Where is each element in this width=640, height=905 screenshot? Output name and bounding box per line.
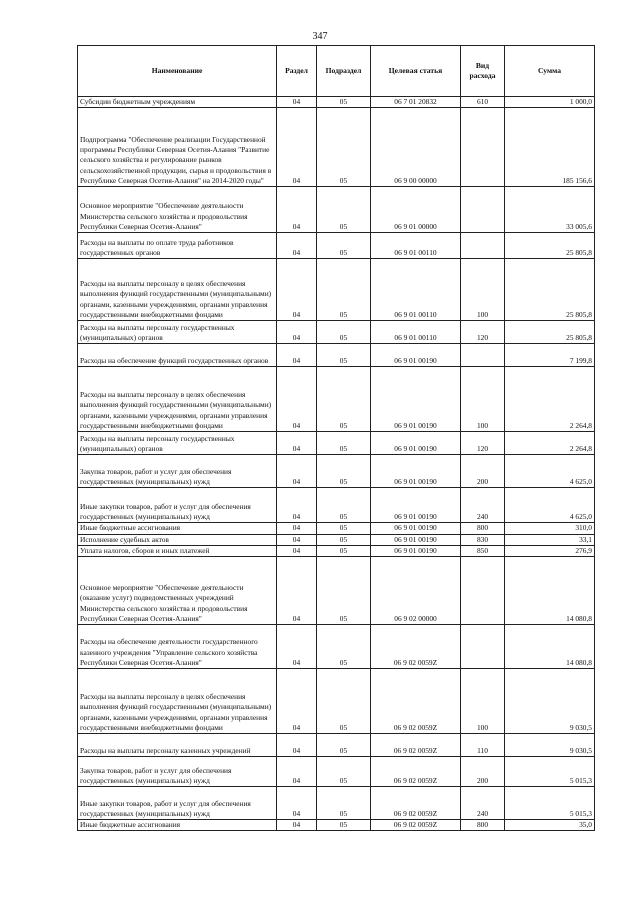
- row-vid: [461, 187, 505, 233]
- row-vid: [461, 557, 505, 625]
- row-target: 06 9 01 00190: [371, 367, 461, 432]
- row-target: 06 9 01 00190: [371, 432, 461, 455]
- row-sum: 25 805,8: [505, 259, 595, 321]
- row-sum: 4 625,0: [505, 455, 595, 488]
- table-row: [78, 321, 595, 344]
- row-target: 06 9 02 0059Z: [371, 820, 461, 831]
- row-razdel: 04: [277, 557, 317, 625]
- row-sum: 25 805,8: [505, 321, 595, 344]
- row-razdel: 04: [277, 233, 317, 259]
- row-sum: 9 030,5: [505, 669, 595, 734]
- row-sum: 185 156,6: [505, 108, 595, 187]
- row-target: 06 9 02 0059Z: [371, 734, 461, 757]
- header-target: Целевая статья: [371, 46, 461, 97]
- row-razdel: 04: [277, 259, 317, 321]
- header-podrazdel: Подраздел: [317, 46, 371, 97]
- row-target: 06 9 02 0059Z: [371, 757, 461, 787]
- table-row: [78, 259, 595, 321]
- row-target: 06 9 01 00190: [371, 545, 461, 556]
- row-vid: 240: [461, 488, 505, 523]
- row-podrazdel: 05: [317, 545, 371, 556]
- header-razdel: Раздел: [277, 46, 317, 97]
- row-sum: 9 030,5: [505, 734, 595, 757]
- row-name: Расходы на выплаты персоналу в целях обеспечения выполнения функций государственными (муниципальными) органами, казенными учреждениями, органами управления государственными внебюджетными фондами: [78, 259, 277, 321]
- row-name: Расходы на обеспечение функций государственных органов: [78, 344, 277, 367]
- row-vid: [461, 625, 505, 669]
- row-target: 06 7 01 20832: [371, 97, 461, 108]
- row-sum: 5 015,3: [505, 787, 595, 820]
- table-row: [78, 787, 595, 820]
- row-vid: 830: [461, 534, 505, 545]
- row-podrazdel: 05: [317, 488, 371, 523]
- row-podrazdel: 05: [317, 344, 371, 367]
- row-sum: 4 625,0: [505, 488, 595, 523]
- table-row: [78, 488, 595, 523]
- row-razdel: 04: [277, 97, 317, 108]
- row-target: 06 9 02 0059Z: [371, 787, 461, 820]
- table-row: [78, 108, 595, 187]
- row-sum: 14 080,8: [505, 625, 595, 669]
- row-target: 06 9 02 0059Z: [371, 625, 461, 669]
- row-razdel: 04: [277, 321, 317, 344]
- row-razdel: 04: [277, 523, 317, 534]
- row-name: Расходы на выплаты персоналу государственных (муниципальных) органов: [78, 321, 277, 344]
- row-podrazdel: 05: [317, 523, 371, 534]
- row-podrazdel: 05: [317, 757, 371, 787]
- row-sum: 7 199,8: [505, 344, 595, 367]
- header-vid: Вид расхода: [461, 46, 505, 97]
- row-name: Субсидии бюджетным учреждениям: [78, 97, 277, 108]
- row-target: 06 9 01 00110: [371, 321, 461, 344]
- row-podrazdel: 05: [317, 734, 371, 757]
- row-sum: 5 015,3: [505, 757, 595, 787]
- row-name: Уплата налогов, сборов и иных платежей: [78, 545, 277, 556]
- table-row: [78, 187, 595, 233]
- table-header-row: [78, 46, 595, 97]
- row-razdel: 04: [277, 820, 317, 831]
- table-row: [78, 455, 595, 488]
- row-target: 06 9 01 00190: [371, 455, 461, 488]
- row-vid: 200: [461, 757, 505, 787]
- table-row: [78, 523, 595, 534]
- row-podrazdel: 05: [317, 534, 371, 545]
- header-sum: Сумма: [505, 46, 595, 97]
- row-vid: 200: [461, 455, 505, 488]
- row-razdel: 04: [277, 734, 317, 757]
- row-razdel: 04: [277, 757, 317, 787]
- row-podrazdel: 05: [317, 97, 371, 108]
- row-target: 06 9 01 00110: [371, 259, 461, 321]
- row-sum: 14 080,8: [505, 557, 595, 625]
- row-name: Расходы на выплаты персоналу казенных учреждений: [78, 734, 277, 757]
- row-razdel: 04: [277, 625, 317, 669]
- row-target: 06 9 02 00000: [371, 557, 461, 625]
- row-podrazdel: 05: [317, 787, 371, 820]
- table-row: [78, 625, 595, 669]
- row-podrazdel: 05: [317, 557, 371, 625]
- row-name: Иные бюджетные ассигнования: [78, 820, 277, 831]
- row-podrazdel: 05: [317, 233, 371, 259]
- row-target: 06 9 00 00000: [371, 108, 461, 187]
- row-sum: 2 264,8: [505, 432, 595, 455]
- row-name: Основное мероприятие "Обеспечение деятельности (оказание услуг) подведомственных учреждений Министерства сельского хозяйства и продовольствия Республики Северная Осетия-Алания": [78, 557, 277, 625]
- table-row: [78, 233, 595, 259]
- row-name: Иные бюджетные ассигнования: [78, 523, 277, 534]
- table-row: [78, 734, 595, 757]
- row-sum: 310,0: [505, 523, 595, 534]
- row-target: 06 9 01 00190: [371, 488, 461, 523]
- row-podrazdel: 05: [317, 432, 371, 455]
- row-name: Иные закупки товаров, работ и услуг для обеспечения государственных (муниципальных) нужд: [78, 488, 277, 523]
- budget-table: [77, 45, 595, 831]
- row-sum: 1 000,0: [505, 97, 595, 108]
- row-sum: 25 805,8: [505, 233, 595, 259]
- row-podrazdel: 05: [317, 625, 371, 669]
- row-target: 06 9 01 00190: [371, 523, 461, 534]
- row-vid: 100: [461, 259, 505, 321]
- table-row: [78, 344, 595, 367]
- row-razdel: 04: [277, 669, 317, 734]
- row-sum: 35,0: [505, 820, 595, 831]
- table-body: [78, 97, 595, 831]
- row-podrazdel: 05: [317, 455, 371, 488]
- row-vid: 800: [461, 523, 505, 534]
- table-row: [78, 432, 595, 455]
- row-razdel: 04: [277, 534, 317, 545]
- row-vid: 110: [461, 734, 505, 757]
- row-name: Расходы на выплаты персоналу в целях обеспечения выполнения функций государственными (муниципальными) органами, казенными учреждениями, органами управления государственными внебюджетными фондами: [78, 669, 277, 734]
- row-podrazdel: 05: [317, 108, 371, 187]
- row-vid: 240: [461, 787, 505, 820]
- page-number: 347: [312, 31, 328, 42]
- row-podrazdel: 05: [317, 321, 371, 344]
- table-row: [78, 367, 595, 432]
- row-vid: 120: [461, 321, 505, 344]
- table-row: [78, 669, 595, 734]
- row-name: Исполнение судебных актов: [78, 534, 277, 545]
- table-row: [78, 820, 595, 831]
- row-razdel: 04: [277, 432, 317, 455]
- row-podrazdel: 05: [317, 187, 371, 233]
- row-podrazdel: 05: [317, 669, 371, 734]
- row-razdel: 04: [277, 545, 317, 556]
- row-target: 06 9 01 00110: [371, 233, 461, 259]
- row-vid: [461, 108, 505, 187]
- row-target: 06 9 01 00190: [371, 534, 461, 545]
- table-row: [78, 97, 595, 108]
- row-vid: 100: [461, 669, 505, 734]
- table-row: [78, 534, 595, 545]
- row-vid: 850: [461, 545, 505, 556]
- row-target: 06 9 01 00190: [371, 344, 461, 367]
- row-name: Расходы на выплаты персоналу государственных (муниципальных) органов: [78, 432, 277, 455]
- row-podrazdel: 05: [317, 820, 371, 831]
- row-name: Подпрограмма "Обеспечение реализации Государственной программы Республики Северная Осетия-Алания "Развитие сельского хозяйства и регулирование рынков сельскохозяйственной продукции, сырья и продовольствия в Республике Северная Осетия-Алания" на 2014-2020 годы": [78, 108, 277, 187]
- row-target: 06 9 02 0059Z: [371, 669, 461, 734]
- row-podrazdel: 05: [317, 259, 371, 321]
- row-vid: [461, 344, 505, 367]
- row-razdel: 04: [277, 455, 317, 488]
- row-vid: 120: [461, 432, 505, 455]
- row-name: Закупка товаров, работ и услуг для обеспечения государственных (муниципальных) нужд: [78, 757, 277, 787]
- row-razdel: 04: [277, 367, 317, 432]
- row-name: Расходы на выплаты персоналу в целях обеспечения выполнения функций государственными (муниципальными) органами, казенными учреждениями, органами управления государственными внебюджетными фондами: [78, 367, 277, 432]
- row-sum: 33 005,6: [505, 187, 595, 233]
- row-sum: 33,1: [505, 534, 595, 545]
- row-vid: 100: [461, 367, 505, 432]
- row-podrazdel: 05: [317, 367, 371, 432]
- row-razdel: 04: [277, 787, 317, 820]
- table-row: [78, 557, 595, 625]
- row-name: Иные закупки товаров, работ и услуг для обеспечения государственных (муниципальных) нужд: [78, 787, 277, 820]
- row-razdel: 04: [277, 187, 317, 233]
- row-vid: 800: [461, 820, 505, 831]
- row-target: 06 9 01 00000: [371, 187, 461, 233]
- header-name: Наименование: [78, 46, 277, 97]
- row-razdel: 04: [277, 344, 317, 367]
- row-razdel: 04: [277, 488, 317, 523]
- row-vid: [461, 233, 505, 259]
- row-name: Расходы на выплаты по оплате труда работников государственных органов: [78, 233, 277, 259]
- table-row: [78, 545, 595, 556]
- table-row: [78, 757, 595, 787]
- row-razdel: 04: [277, 108, 317, 187]
- row-name: Закупка товаров, работ и услуг для обеспечения государственных (муниципальных) нужд: [78, 455, 277, 488]
- row-name: Основное мероприятие "Обеспечение деятельности Министерства сельского хозяйства и продовольствия Республики Северная Осетия-Алания": [78, 187, 277, 233]
- row-sum: 2 264,8: [505, 367, 595, 432]
- row-name: Расходы на обеспечение деятельности государственного казенного учреждения "Управление сельского хозяйства Республики Северная Осетия-Алания": [78, 625, 277, 669]
- row-vid: 610: [461, 97, 505, 108]
- row-sum: 276,9: [505, 545, 595, 556]
